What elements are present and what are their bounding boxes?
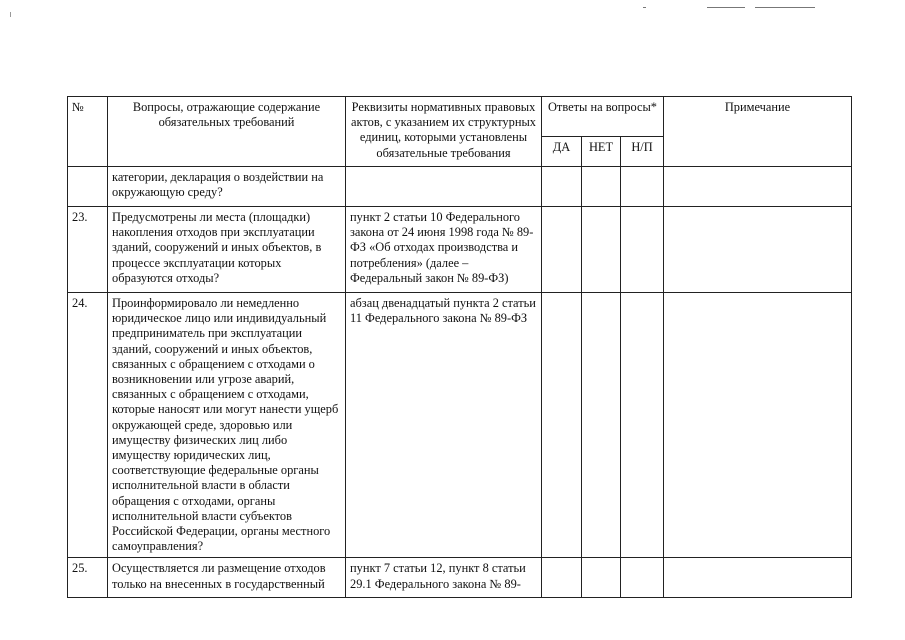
row-number: 25. xyxy=(68,558,108,598)
scan-artifact-line xyxy=(643,7,646,8)
note-cell[interactable] xyxy=(664,293,852,558)
row-requisites: пункт 2 статьи 10 Федерального закона от 24 июня 1998 года № 89-ФЗ «Об отходах производства и потребления» (далее – Федеральный закон № 89-ФЗ) xyxy=(346,207,542,293)
table-row xyxy=(68,293,852,558)
answer-yes-cell[interactable] xyxy=(542,293,582,558)
note-cell[interactable] xyxy=(664,558,852,598)
row-requisites: пункт 7 статьи 12, пункт 8 статьи 29.1 Федерального закона № 89- xyxy=(346,558,542,598)
row-requisites: абзац двенадцатый пункта 2 статьи 11 Федерального закона № 89-ФЗ xyxy=(346,293,542,558)
header-no: НЕТ xyxy=(582,137,621,167)
row-requisites xyxy=(346,167,542,207)
answer-na-cell[interactable] xyxy=(621,558,664,598)
note-cell[interactable] xyxy=(664,167,852,207)
answer-no-cell[interactable] xyxy=(582,558,621,598)
scan-artifact-line xyxy=(755,7,815,8)
row-number: 23. xyxy=(68,207,108,293)
row-question: категории, декларация о воздействии на окружающую среду? xyxy=(108,167,346,207)
answer-no-cell[interactable] xyxy=(582,167,621,207)
header-number: № xyxy=(68,97,108,167)
answer-na-cell[interactable] xyxy=(621,293,664,558)
header-answers: Ответы на вопросы* xyxy=(542,97,664,137)
answer-na-cell[interactable] xyxy=(621,167,664,207)
answer-yes-cell[interactable] xyxy=(542,167,582,207)
table-row xyxy=(68,167,852,207)
row-number: 24. xyxy=(68,293,108,558)
header-question: Вопросы, отражающие содержание обязательных требований xyxy=(108,97,346,167)
checklist-table xyxy=(67,96,852,598)
answer-na-cell[interactable] xyxy=(621,207,664,293)
note-cell[interactable] xyxy=(664,207,852,293)
scan-artifact-line xyxy=(707,7,745,8)
row-number xyxy=(68,167,108,207)
answer-no-cell[interactable] xyxy=(582,293,621,558)
header-yes: ДА xyxy=(542,137,582,167)
header-requisites: Реквизиты нормативных правовых актов, с указанием их структурных единиц, которыми установлены обязательные требования xyxy=(346,97,542,167)
table-row xyxy=(68,558,852,598)
header-row xyxy=(68,97,852,137)
answer-no-cell[interactable] xyxy=(582,207,621,293)
row-question: Проинформировало ли немедленно юридическое лицо или индивидуальный предприниматель при эксплуатации зданий, сооружений и иных объектов, связанных с обращением с отходами о возникновении или угрозе аварий, связанных с обращением с отходами, которые наносят или могут нанести ущерб окружающей среде, здоровью или имуществу физических лиц либо имуществу юридических лиц, соответствующие федеральные органы исполнительной власти в области обращения с отходами, органы исполнительной власти субъектов Российской Федерации, органы местного самоуправления? xyxy=(108,293,346,558)
row-question: Предусмотрены ли места (площадки) накопления отходов при эксплуатации зданий, сооружений и иных объектов, в процессе эксплуатации которых образуются отходы? xyxy=(108,207,346,293)
answer-yes-cell[interactable] xyxy=(542,558,582,598)
table-row xyxy=(68,207,852,293)
header-na: Н/П xyxy=(621,137,664,167)
answer-yes-cell[interactable] xyxy=(542,207,582,293)
row-question: Осуществляется ли размещение отходов только на внесенных в государственный xyxy=(108,558,346,598)
scan-artifact-tick xyxy=(10,12,11,17)
header-note: Примечание xyxy=(664,97,852,167)
